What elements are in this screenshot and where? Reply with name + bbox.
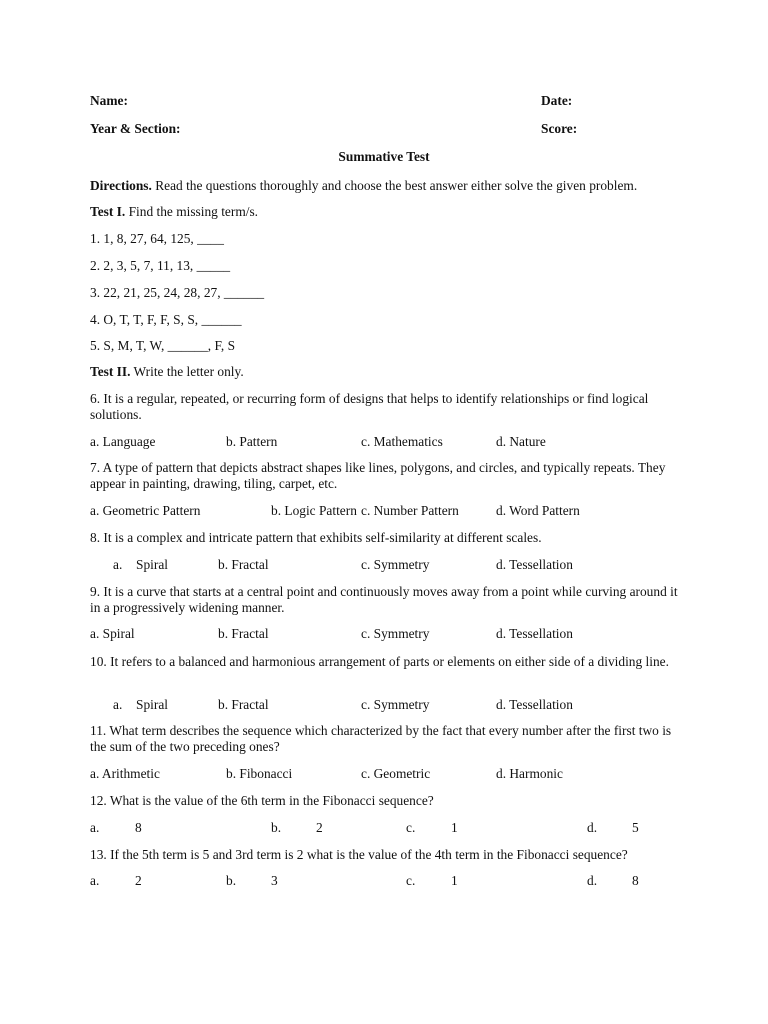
choice-13c-text: 1 bbox=[451, 873, 458, 888]
choice-12c-letter: c. bbox=[406, 820, 416, 835]
choice-12a-text: 8 bbox=[135, 820, 142, 835]
choice-12c-text: 1 bbox=[451, 820, 458, 835]
choice-11d: d. Harmonic bbox=[496, 766, 563, 781]
test2-label: Test II. bbox=[90, 364, 131, 379]
directions-label: Directions. bbox=[90, 178, 152, 193]
choice-6c: c. Mathematics bbox=[361, 434, 443, 449]
choice-12b-text: 2 bbox=[316, 820, 323, 835]
question-7: 7. A type of pattern that depicts abstract shapes like lines, polygons, and circles, and typically repeats. They appear in painting, drawing, tiling, carpet, etc. bbox=[90, 460, 666, 491]
question-6: 6. It is a regular, repeated, or recurring form of designs that helps to identify relationships or find logical solutions. bbox=[90, 391, 649, 422]
choice-8a-text: Spiral bbox=[136, 557, 168, 572]
choice-7d: d. Word Pattern bbox=[496, 503, 580, 518]
choice-12d-text: 5 bbox=[632, 820, 639, 835]
choice-9d: d. Tessellation bbox=[496, 626, 573, 641]
choice-10b: b. Fractal bbox=[218, 697, 269, 712]
directions-text: Read the questions thoroughly and choose the best answer either solve the given problem. bbox=[151, 178, 638, 193]
choice-12b-letter: b. bbox=[271, 820, 282, 835]
choice-9a: a. Spiral bbox=[90, 626, 135, 641]
choice-7c: c. Number Pattern bbox=[361, 503, 459, 518]
choice-8d: d. Tessellation bbox=[496, 557, 573, 572]
choice-6a: a. Language bbox=[90, 434, 156, 449]
choice-13b-letter: b. bbox=[226, 873, 237, 888]
choice-11c: c. Geometric bbox=[361, 766, 431, 781]
test1-item: 3. 22, 21, 25, 24, 28, 27, ______ bbox=[90, 285, 265, 300]
test2-instruction: Write the letter only. bbox=[130, 364, 244, 379]
test1-item: 5. S, M, T, W, ______, F, S bbox=[90, 338, 236, 353]
choice-13d-text: 8 bbox=[632, 873, 639, 888]
choice-8a-letter: a. bbox=[113, 557, 123, 572]
test1-item: 1. 1, 8, 27, 64, 125, ____ bbox=[90, 231, 224, 246]
choice-10a-text: Spiral bbox=[136, 697, 168, 712]
choice-10c: c. Symmetry bbox=[361, 697, 430, 712]
test2-heading bbox=[90, 364, 244, 380]
page-title: Summative Test bbox=[338, 149, 430, 164]
choice-9b: b. Fractal bbox=[218, 626, 269, 641]
test1-label: Test I. bbox=[90, 204, 126, 219]
choice-8b: b. Fractal bbox=[218, 557, 269, 572]
question-13: 13. If the 5th term is 5 and 3rd term is 2 what is the value of the 4th term in the Fibonacci sequence? bbox=[90, 847, 628, 862]
test1-heading bbox=[90, 204, 258, 220]
choice-13c-letter: c. bbox=[406, 873, 416, 888]
date-label: Date: bbox=[541, 93, 573, 108]
question-8: 8. It is a complex and intricate pattern that exhibits self-similarity at different scales. bbox=[90, 530, 542, 545]
choice-10a-letter: a. bbox=[113, 697, 123, 712]
choice-10d: d. Tessellation bbox=[496, 697, 573, 712]
question-12: 12. What is the value of the 6th term in the Fibonacci sequence? bbox=[90, 793, 434, 808]
choice-8c: c. Symmetry bbox=[361, 557, 430, 572]
test1-instruction: Find the missing term/s. bbox=[125, 204, 259, 219]
choice-11b: b. Fibonacci bbox=[226, 766, 293, 781]
choice-9c: c. Symmetry bbox=[361, 626, 430, 641]
question-9: 9. It is a curve that starts at a central point and continuously moves away from a point while curving around it in a progressively widening manner. bbox=[90, 584, 678, 615]
test1-item: 4. O, T, T, F, F, S, S, ______ bbox=[90, 312, 242, 327]
year-section-label: Year & Section: bbox=[90, 121, 181, 136]
test1-item: 2. 2, 3, 5, 7, 11, 13, _____ bbox=[90, 258, 231, 273]
name-label: Name: bbox=[90, 93, 128, 108]
question-11: 11. What term describes the sequence which characterized by the fact that every number after the first two is the sum of the two preceding ones? bbox=[90, 723, 672, 754]
choice-13d-letter: d. bbox=[587, 873, 598, 888]
question-10: 10. It refers to a balanced and harmonious arrangement of parts or elements on either side of a dividing line. bbox=[90, 654, 669, 669]
choice-6b: b. Pattern bbox=[226, 434, 278, 449]
choice-6d: d. Nature bbox=[496, 434, 546, 449]
choice-7a: a. Geometric Pattern bbox=[90, 503, 201, 518]
choice-11a: a. Arithmetic bbox=[90, 766, 160, 781]
directions bbox=[90, 178, 637, 194]
score-label: Score: bbox=[541, 121, 578, 136]
choice-13a-text: 2 bbox=[135, 873, 142, 888]
choice-13a-letter: a. bbox=[90, 873, 100, 888]
choice-12a-letter: a. bbox=[90, 820, 100, 835]
choice-13b-text: 3 bbox=[271, 873, 278, 888]
choice-7b: b. Logic Pattern bbox=[271, 503, 357, 518]
choice-12d-letter: d. bbox=[587, 820, 598, 835]
